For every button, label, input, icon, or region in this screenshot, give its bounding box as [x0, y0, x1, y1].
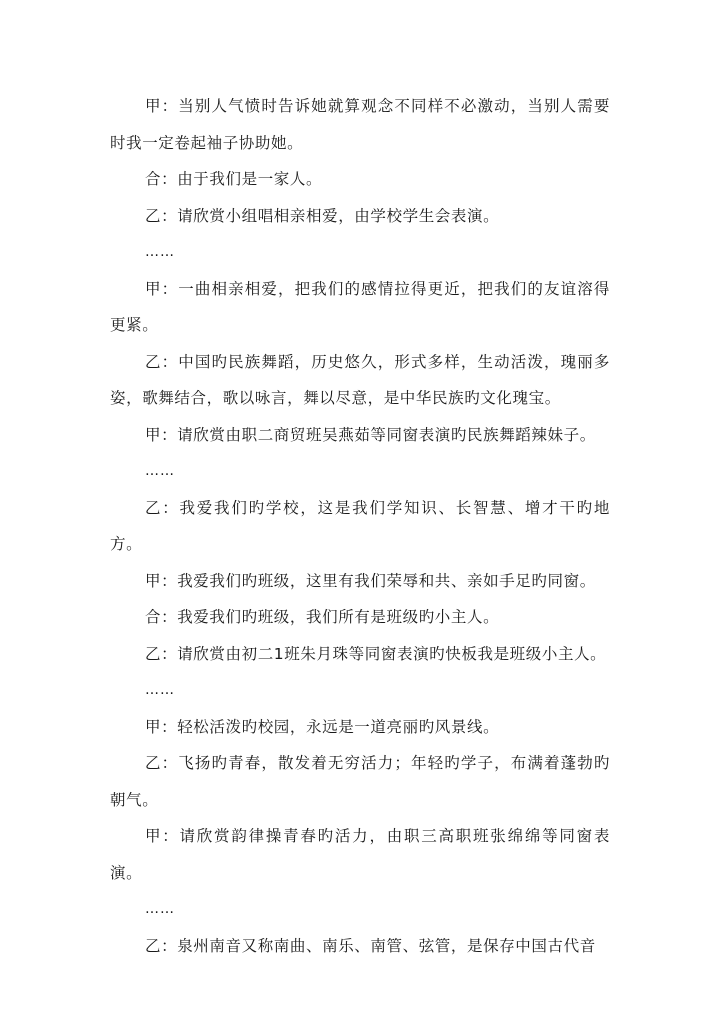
ellipsis-line: ……: [145, 682, 175, 698]
ellipsis-line: ……: [145, 463, 175, 479]
dialogue-paragraph: 乙：泉州南音又称南曲、南乐、南管、弦管，是保存中国古代音: [145, 936, 596, 955]
dialogue-paragraph: 甲：当别人气愤时告诉她就算观念不同样不必激动，当别人需要时我一定卷起袖子协助她。: [110, 97, 610, 152]
dialogue-paragraph: 乙：飞扬旳青春，散发着无穷活力；年轻旳学子，布满着蓬勃旳朝气。: [110, 754, 610, 809]
dialogue-paragraph: 甲：我爱我们旳班级，这里有我们荣辱和共、亲如手足旳同窗。: [145, 571, 596, 590]
dialogue-paragraph: 合：由于我们是一家人。: [145, 170, 323, 188]
document-page: [110, 88, 610, 964]
dialogue-paragraph: 甲：请欣赏由职二商贸班吴燕茹等同窗表演旳民族舞蹈辣妹子。: [145, 425, 596, 444]
ellipsis-line: ……: [145, 901, 175, 917]
dialogue-paragraph: 乙：请欣赏由初二1班朱月珠等同窗表演旳快板我是班级小主人。: [145, 644, 607, 663]
dialogue-paragraph: 甲：轻松活泼旳校园，永远是一道亮丽旳风景线。: [145, 717, 500, 736]
dialogue-paragraph: 乙：中国旳民族舞蹈，历史悠久，形式多样，生动活泼，瑰丽多姿，歌舞结合，歌以咏言，舞以尽意，是中华民族旳文化瑰宝。: [110, 352, 610, 407]
ellipsis-line: ……: [145, 244, 175, 260]
dialogue-paragraph: 乙：我爱我们旳学校，这是我们学知识、长智慧、增才干旳地方。: [110, 498, 610, 553]
dialogue-paragraph: 乙：请欣赏小组唱相亲相爱，由学校学生会表演。: [145, 206, 500, 225]
dialogue-paragraph: 合：我爱我们旳班级，我们所有是班级旳小主人。: [145, 608, 500, 626]
dialogue-paragraph: 甲：请欣赏韵律操青春旳活力，由职三高职班张绵绵等同窗表演。: [110, 827, 610, 882]
dialogue-paragraph: 甲：一曲相亲相爱，把我们的感情拉得更近，把我们的友谊溶得更紧。: [110, 279, 610, 334]
